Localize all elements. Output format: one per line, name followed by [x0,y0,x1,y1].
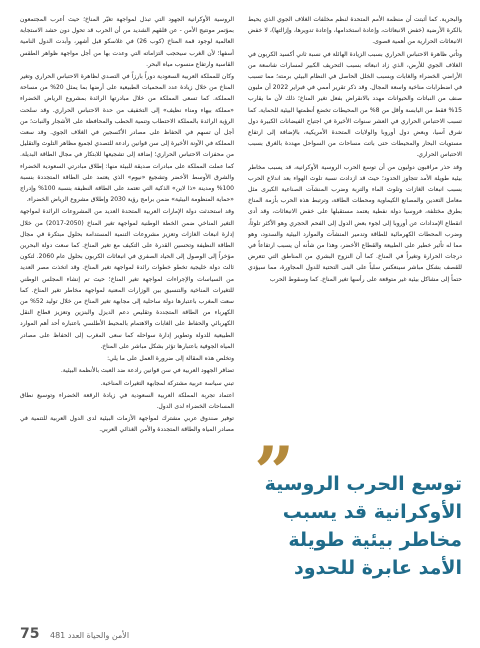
magazine-name: الأمن والحياة [86,631,130,640]
paragraph: وقد استحدثت دولة الإمارات العربية المتحدة العديد من المشروعات الرائدة لمواجهة التغير المناخي ضمن الخطة الوطنية لمواجهة تغير المناخ (2050-2017) من خلال إدارة انبعاث الغازات وتعزيز مشروعات التنمية المستدامة بحلول مبتكرة في مجال الطاقة النظيفة وتحسين القدرة على التكيف مع تغير المناخ. كما سعت دولة البحرين مؤخراً إلى الوصول إلى الحياد الصفري في انبعاثات الكربون بحلول عام 2060. لتكون ثالث دولة خليجية تخطو خطوات رائدة لمواجهة تغير المناخ. وقد اتخذت مصر العديد من السياسات والإجراءات لمواجهة تغير المناخ؛ حيث تم إنشاء المجلس الوطني للتغيرات المناخية والتنسيق بين الوزارات المعنية لمواجهة مخاطر تغير المناخ. كما سعت المغرب باعتبارها دولة ساحلية إلى مجابهة تغير المناخ من خلال توليد 52% من الكهرباء من الطاقة المتجددة وتقليص دعم الديزل والبنزين وتعزيز قطاع النقل الكهربائي والحفاظ على الغابات والاهتمام بالمحيط الأطلسي باعتباره أحد أهم الموارد الطبيعية للدولة وتطوير إدارة سواحله كما سعى المغرب إلى الحفاظ على مصادر المياه الجوفية باعتبارها تؤثر بشكل مباشر على المناخ. [20,208,234,350]
list-item: تضافر الجهود العربية في سن قوانين رادعة ضد العبث بالأنظمة البيئية. [60,367,234,375]
magazine-info [46,631,129,640]
pull-quote [248,431,462,618]
paragraph: وكان للمملكة العربية السعودية دوراً بارزاً في التصدي لظاهرة الاحتباس الحراري وتغير المناخ من خلال زيادة عدد المحميات الطبيعية على أرضها بما يمثل 20% من مساحة المملكة. كما تسعى المملكة من خلال مبادرتها الرائدة بمشروع الرياض الخضراء «مملكة بيهاء ومناء نظيف» إلى التخفيف من حدة الاحتباس الحراري. وقد سلحت الرؤية الرائدة بالمملكة الاحتطاب وتنمية الحطب والمحافظة على الأشجار والنبات؛ من أجل أن تسهم في الحفاظ على مصادر الأكسجين في الغلاف الجوي. وقد سعت المملكة في الآونة الأخيرة إلى سن قوانين رادعة للتصدي لجميع مظاهر التلوث والتقليل من محفزات الاحتباس الحراري؛ إضافة إلى تشجيعها للابتكار في مجال الطاقة البديلة. كما عملت المملكة على مبادرات صديقة للبيئة منها: إطلاق مبادرتي السعودية الخضراء والشرق الأوسط الأخضر وتشجيع «نيوم» الذي يعتمد على الطاقة المتجددة بنسبة 100% ومدينة «ذا لاين» الذكية التي تعتمد على الطاقة النظيفة بنسبة 100% وإدراج «حماية المنظومة البيئية» ضمن برامج رؤية 2030 وإطلاق مشروع الرياض الخضراء. [20,73,234,204]
article-column-right [248,14,462,344]
paragraph: والبحرية. كما أثبتت أن منظمة الأمم المتحدة لنظم مخلفات الغلاف الجوي الذي يحيط بالكرة الأرضية (خفض الانبعاثات، وإعادة استخدامها، وإعادة تدويرها، وإزالتها)، لا خفض الانبعاثات الحرارية من أهمية قصوى. [248,16,462,46]
pull-quote-text: توسع الحرب الروسية الأوكرانية قد يسبب مخاطر بيئية طويلة الأمد عابرة للحدود [264,473,462,579]
paragraph: وقد حذر مراقبون دوليون من أن توسع الحرب الروسية الأوكرانية، قد يسبب مخاطر بيئية طويلة الأمد تتجاوز الحدود؛ حيث قد ازدادت نسبة تلوث الهواء بعد اندلاع الحرب بسبب انبعاث الغازات وتلوث الماء والتربة وضرب المنشآت الصناعية الكبرى مثل معامل التعدين والمصانع الكيماوية ومحطات الطاقة، وترتبط هذه الحرب بأزمة المناخ بطرق مختلفة، فروسيا دولة نفطية يعتمد مستقبلها على خفض الانبعاثات، وقد أدى انقطاع الإمدادات عن أوروبا إلى لجوء بعض الدول إلى الفحم الحجري وهو الأكثر تلوثاً، وضرب المحطات الكهرمائية للطاقة وتدمير المنشآت والموارد البيئية والسدود، وهو مما له تأثير خطير على الطبيعة والقطاع الأخضر، وهذا من شأنه أن يسبب ارتفاعاً في درجات الحرارة وتغيراً في المناخ. كما أن النزوح البشري من المناطق التي تتعرض للقصف بشكل مباشر سينعكس سلباً على البنى التحتية للدول المجاورة، مما سيؤدي حتماً إلى مشاكل بيئية غير متوقعة على رأسها تغير المناخ. كما وسقوط الحرب [248,163,462,283]
list-item: تبني سياسة عربية مشتركة لمجابهة التغيرات المناخية. [100,379,234,387]
paragraph: وتأتي ظاهرة الاحتباس الحراري بسبب الزيادة الهائلة في نسبة ثاني أكسيد الكربون في الغلاف الجوي للأرض، الذي زاد انبعاثه بسبب التحريف الكبير لمسارات شاسعة من الأراضي الخضراء والغابات وبسبب الخلل الحاصل في النظام البيئي برمته؛ مما تسبب في اضطرابات مناخية واسعة المجال. وقد ذكر تقرير أممي في فبراير 2022 أن مليون صنف من النباتات والحيوانات مهدد بالانقراض بفعل تغير المناخ؛ ذلك لأن ما يقارب 15% فقط من اليابسة وأقل من 8% من المحيطات تخضع أنظمتها البيئية للحماية. كما تسبب الاحتباس الحراري في العشر سنوات الأخيرة في اجتياح الفيضانات الكبيرة دول شرق آسيا، وبعض دول أوروبا والولايات المتحدة الأمريكية، بالإضافة إلى ارتفاع مستويات البحار والمحيطات حتى باتت مساحات من السواحل مهددة بالغرق بسبب الاحتباس الحراري. [248,50,462,159]
page-footer [0,624,480,642]
paragraph: الروسية الأوكرانية الجهود التي تبذل لمواجهة تغيّر المناخ؛ حيث أعرب المجتمعون بمؤتمر مونتيج الأمن - عن قلقهم الشديد من أن الحرب قد تحول دون حشد الاستجابة العالمية لوجود قمة المناخ (كوب 26) في غلاسكو قبل أشهر، وأبدت الدول النامية أسفها؛ لأن الغرب سيحجب التزاماته التي وعدت بها من أجل مواجهة ظواهر الطقس القاسية وارتفاع منسوب مياه البحر. [20,16,234,68]
article-column-left [20,14,234,624]
list-item: اعتماد تجربة المملكة العربية السعودية في زيادة الرقعة الخضراء وتوسيع نطاق المساحات الخضراء لدى الدول. [20,391,234,410]
issue-label: العدد [67,631,85,640]
quote-mark-icon: ” [254,431,295,514]
list-item: توفير صندوق عربي مشترك لمواجهة الأزمات البيئية لدى الدول العربية للتنمية في مصادر المياه والطاقة المتجددة والأمن الغذائي العربي. [20,415,234,434]
issue-number: 481 [50,631,66,640]
page-number: 75 [20,626,40,642]
paragraph: وتخلص هذه المقالة إلى ضرورة العمل على ما يلي: [107,355,234,363]
